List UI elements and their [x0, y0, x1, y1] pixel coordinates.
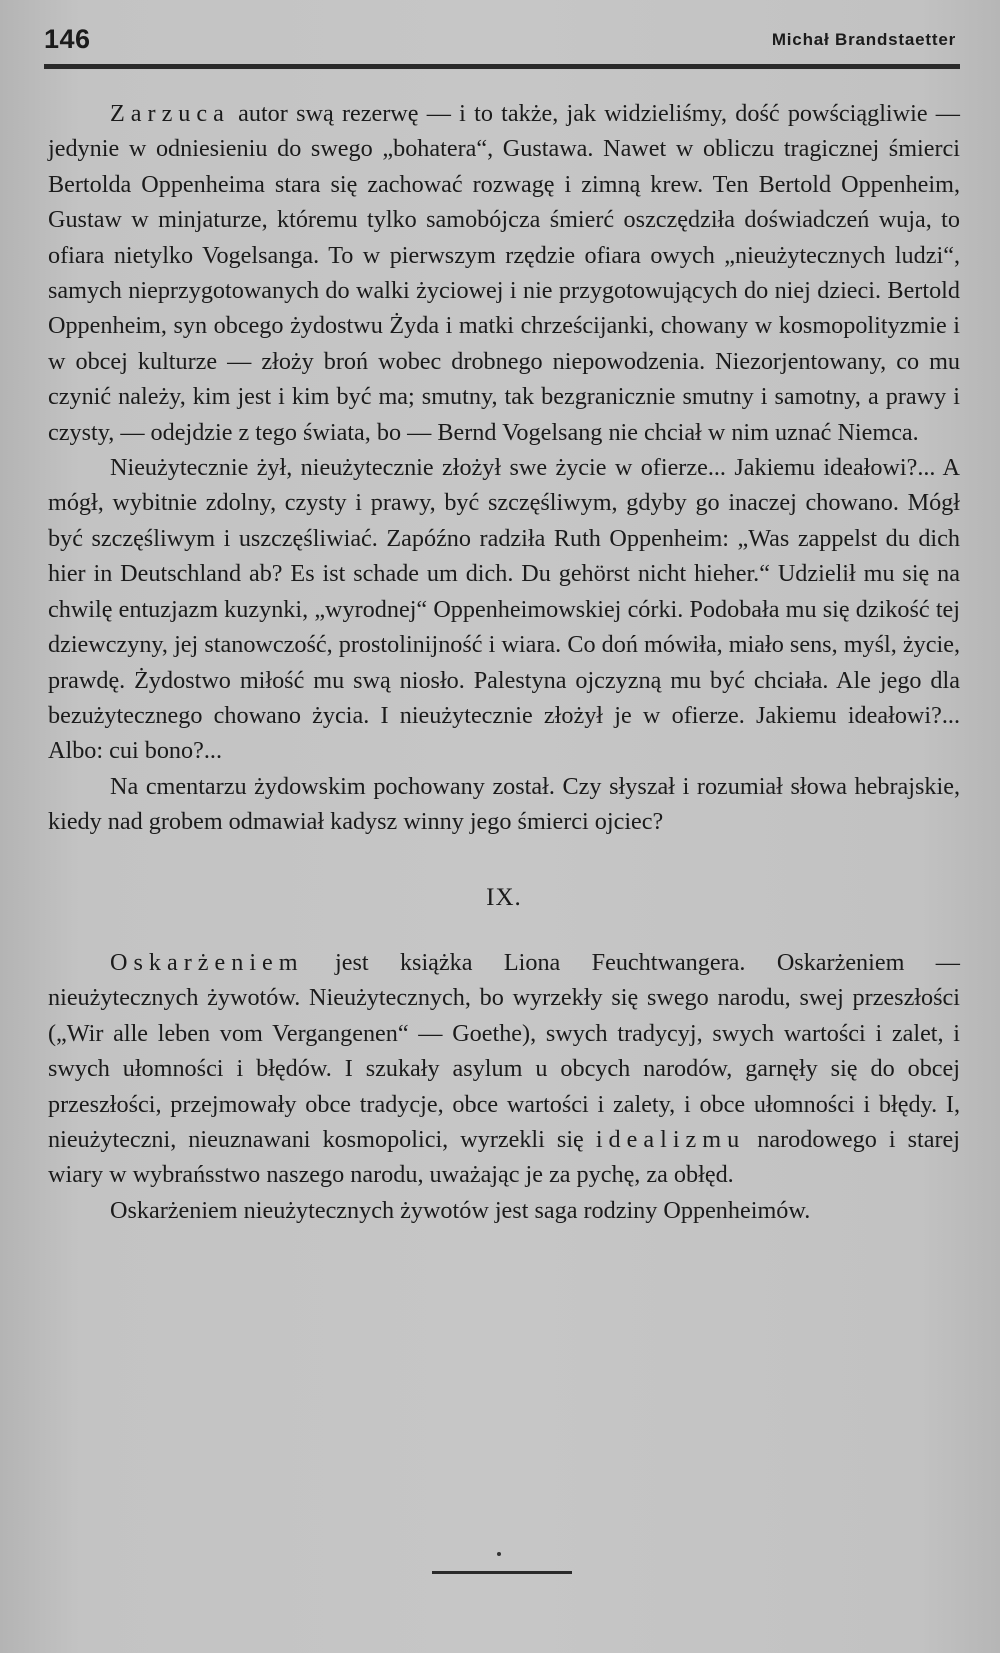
page-number: 146 — [44, 24, 91, 54]
section-paragraph-1-text-b: narodowego i starej wiary w wybrańsstwo naszego narodu, uważając je za pychę, za obłęd. — [48, 1125, 960, 1189]
end-ornament-dot — [497, 1552, 501, 1556]
section-heading: IX. — [486, 883, 522, 911]
section-paragraph-2: Oskarżeniem nieużytecznych żywotów jest saga rodziny Oppenheimów. — [110, 1196, 811, 1224]
section-paragraph-1-text-a: jest książka Liona Feuchtwangera. Oskarżeniem — nieużytecznych żywotów. Nieużytecznych, bo wyrzekły się swego narodu, swej przeszłości („Wir alle leben vom Vergangenen“ — Goethe), swych tradycyj, swych wartości i zalet, i swych ułomności i błędów. I szukały asylum u obcych narodów, garnęły się do obcej przeszłości, przejmowały obce tradycje, obce wartości i zalety, i obce ułomności i błędy. I, nieużyteczni, nieuznawani kosmopolici, wyrzekli się — [48, 948, 960, 1153]
paragraph-1-text: autor swą rezerwę — i to także, jak widzieliśmy, dość powściągliwie — jedynie w odniesieniu do swego „bohatera“, Gustawa. Nawet w obliczu tragicznej śmierci Bertolda Oppenheima stara się zachować rozwagę i zimną krew. Ten Bertold Oppenheim, Gustaw w minjaturze, któremu tylko samobójcza śmierć oszczędziła doświadczeń wuja, to ofiara nietylko Vogelsanga. To w pierwszym rzędzie ofiara owych „nieużytecznych ludzi“, samych nieprzygotowanych do walki życiowej i nie przygotowujących do niej dzieci. Bertold Oppenheim, syn obcego żydostwu Żyda i matki chrześcijanki, chowany w kosmopolityzmie i w obcej kulturze — złoży broń wobec drobnego niepowodzenia. Niezorjentowany, co mu czynić należy, kim jest i kim być ma; smutny, tak bezgranicznie smutny i samotny, a prawy i czysty, — odejdzie z tego świata, bo — Bernd Vogelsang nie chciał w nim uznać Niemca. — [48, 100, 960, 446]
running-head-author: Michał Brandstaetter — [771, 30, 956, 49]
body-text — [48, 96, 960, 1228]
section-paragraph-1 — [48, 945, 960, 1193]
spaced-lead-word: Zarzuca — [110, 100, 230, 127]
paragraph-3: Na cmentarzu żydowskim pochowany został. Czy słyszał i rozumiał słowa hebrajskie, kiedy nad grobem odmawiał kadysz winny jego śmierci ojciec? — [48, 772, 960, 836]
paragraph-1 — [48, 96, 960, 450]
page-header — [44, 24, 960, 69]
spaced-emphasis-word: idealizmu — [595, 1125, 746, 1153]
end-rule — [432, 1571, 572, 1574]
spaced-lead-word: Oskarżeniem — [110, 948, 304, 976]
paragraph-2: Nieużytecznie żył, nieużytecznie złożył swe życie w ofierze... Jakiemu ideałowi?... A mógł, wybitnie zdolny, czysty i prawy, być szczęśliwym, gdyby go inaczej chowano. Mógł być szczęśliwym i uszczęśliwiać. Zapóźno radziła Ruth Oppenheim: „Was zappelst du dich hier in Deutschland ab? Es ist schade um dich. Du gehörst nicht hieher.“ Udzielił mu się na chwilę entuzjazm kuzynki, „wyrodnej“ Oppenheimowskiej córki. Podobała mu się dzikość tej dziewczyny, jej stanowczość, prostolinijność i wiara. Co doń mówiła, miało sens, myśl, życie, prawdę. Żydostwo miłość mu swą niosło. Palestyna ojczyzną mu być chciała. Ale jego dla bezużytecznego chowano życia. I nieużytecznie złożył je w ofierze. Jakiemu ideałowi?... Albo: cui bono?... — [48, 454, 960, 765]
